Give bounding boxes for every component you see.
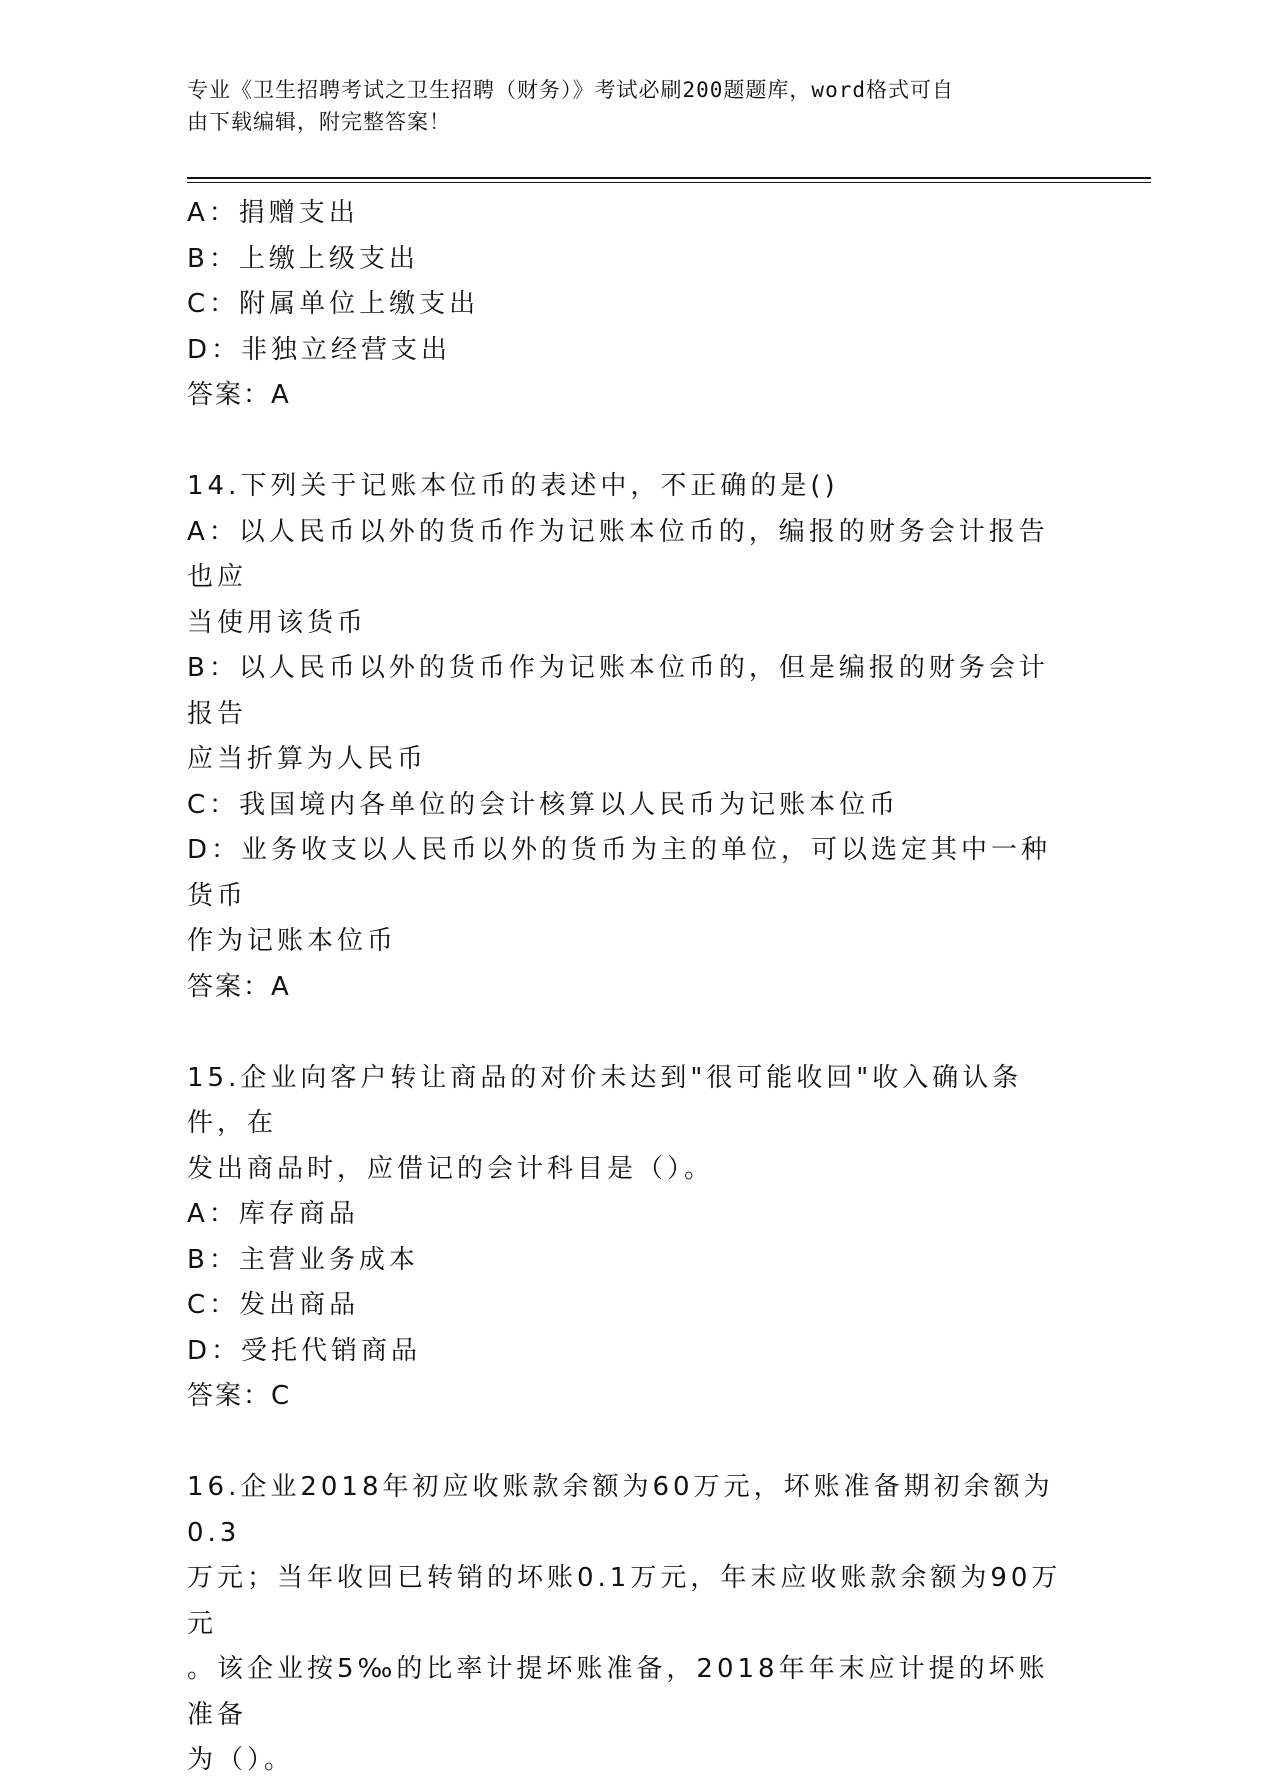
header-divider (187, 177, 1151, 179)
option-d-cont: 作为记账本位币 (187, 926, 398, 956)
question-text-cont: 为（）。 (187, 1745, 295, 1775)
question-text: 15.企业向客户转让商品的对价未达到"很可能收回"收入确认条件，在 (187, 1062, 1023, 1138)
header-divider-thin (187, 182, 1151, 183)
option-d: D：业务收支以人民币以外的货币为主的单位，可以选定其中一种货币 (187, 835, 1052, 911)
document-body (187, 191, 1077, 1784)
option-d: D：受托代销商品 (187, 1335, 422, 1366)
question-text: 16.企业2018年初应收账款余额为60万元，坏账准备期初余额为0.3 (187, 1472, 1054, 1548)
question-14 (187, 464, 1077, 1010)
document-header (187, 74, 1067, 138)
option-b: B：主营业务成本 (187, 1244, 419, 1275)
option-a-cont: 当使用该货币 (187, 607, 368, 638)
question-13-options (187, 191, 1077, 419)
header-line: 专业《卫生招聘考试之卫生招聘（财务）》考试必刷200题题库，word格式可自 (187, 78, 954, 102)
option-a: A：捐赠支出 (187, 198, 359, 228)
answer: 答案：C (187, 1381, 292, 1411)
option-c: C：附属单位上缴支出 (187, 289, 480, 319)
question-text-cont: 发出商品时，应借记的会计科目是（）。 (187, 1153, 715, 1184)
answer: 答案：A (187, 380, 291, 410)
question-16 (187, 1465, 1077, 1784)
option-b: B：上缴上级支出 (187, 243, 419, 274)
option-d: D：非独立经营支出 (187, 334, 452, 365)
question-15 (187, 1056, 1077, 1420)
header-line: 由下载编辑，附完整答案！ (187, 110, 451, 134)
option-a: A：库存商品 (187, 1199, 359, 1229)
question-text: 14.下列关于记账本位币的表述中，不正确的是() (187, 471, 839, 501)
option-b: B：以人民币以外的货币作为记账本位币的，但是编报的财务会计报告 (187, 653, 1049, 729)
option-b-cont: 应当折算为人民币 (187, 744, 428, 774)
question-text-cont: 万元；当年收回已转销的坏账0.1万元，年末应收账款余额为90万元 (187, 1563, 1062, 1639)
option-c: C：我国境内各单位的会计核算以人民币为记账本位币 (187, 789, 900, 820)
option-c: C：发出商品 (187, 1290, 360, 1320)
option-a: A：以人民币以外的货币作为记账本位币的，编报的财务会计报告也应 (187, 516, 1049, 592)
answer: 答案：A (187, 971, 291, 1002)
question-text-cont: 。该企业按5‰的比率计提坏账准备，2018年年末应计提的坏账准备 (187, 1654, 1049, 1730)
